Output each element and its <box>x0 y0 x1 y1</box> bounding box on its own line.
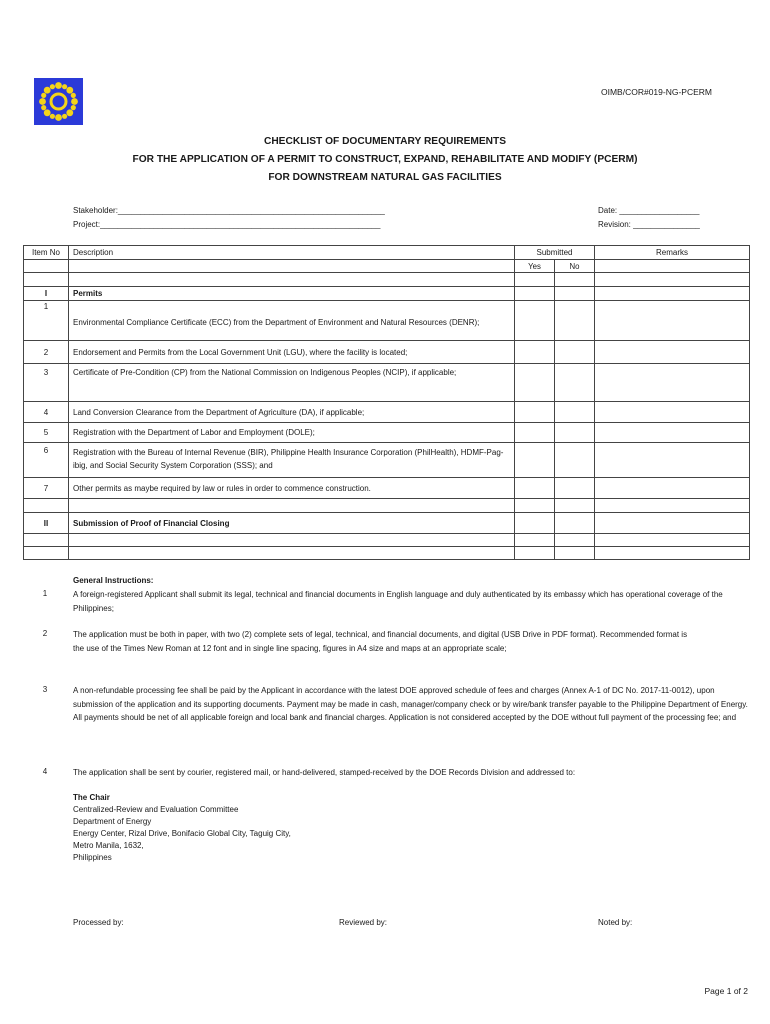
table-row <box>24 478 750 499</box>
table-spacer-row <box>24 499 750 513</box>
table-row <box>24 364 750 402</box>
yes-checkbox[interactable] <box>515 301 555 341</box>
section-label: Permits <box>69 287 515 301</box>
section-row-permits <box>24 287 750 301</box>
address-line: Energy Center, Rizal Drive, Bonifacio Global City, Taguig City, <box>73 829 291 838</box>
doe-logo <box>34 78 83 125</box>
instruction-text: A foreign-registered Applicant shall submit its legal, technical and financial documents in English language and duly authenticated by its embassy which has operational coverage of the Philippines; <box>73 590 723 613</box>
section-row-financial-closing <box>24 513 750 534</box>
no-checkbox[interactable] <box>555 423 595 443</box>
remarks-cell[interactable] <box>595 402 750 423</box>
instruction-number: 3 <box>42 685 48 694</box>
item-description: Certificate of Pre-Condition (CP) from the National Commission on Indigenous Peoples (NCIP), if applicable; <box>69 364 515 402</box>
instruction-number: 4 <box>42 767 48 776</box>
section-label: Submission of Proof of Financial Closing <box>69 513 515 534</box>
item-number: 7 <box>24 478 69 499</box>
remarks-cell[interactable] <box>595 513 750 534</box>
instructions-heading: General Instructions: <box>73 576 154 585</box>
item-description: Registration with the Department of Labor and Employment (DOLE); <box>69 423 515 443</box>
document-title <box>0 133 770 187</box>
item-number: 1 <box>24 301 69 341</box>
reviewed-by-label: Reviewed by: <box>339 918 388 927</box>
no-checkbox[interactable] <box>555 402 595 423</box>
no-checkbox[interactable] <box>555 364 595 402</box>
item-description: Other permits as maybe required by law or rules in order to commence construction. <box>69 478 515 499</box>
yes-checkbox[interactable] <box>515 402 555 423</box>
header-no: No <box>555 260 595 273</box>
mailing-address <box>73 792 291 864</box>
address-line: Metro Manila, 1632, <box>73 841 144 850</box>
header-description: Description <box>69 246 515 260</box>
remarks-cell[interactable] <box>595 478 750 499</box>
remarks-cell[interactable] <box>595 443 750 478</box>
doe-sun-logo-icon <box>34 78 83 125</box>
item-description: Endorsement and Permits from the Local Government Unit (LGU), where the facility is located; <box>69 341 515 364</box>
address-recipient: The Chair <box>73 793 110 802</box>
table-row <box>24 301 750 341</box>
project-field[interactable]: Project:_______________________________________________________________ <box>73 220 381 229</box>
address-line: Centralized-Review and Evaluation Committee <box>73 805 239 814</box>
yes-checkbox[interactable] <box>515 341 555 364</box>
revision-field[interactable]: Revision: _______________ <box>598 220 700 229</box>
yes-checkbox[interactable] <box>515 423 555 443</box>
table-spacer-row <box>24 534 750 547</box>
table-row <box>24 402 750 423</box>
date-field[interactable]: Date: __________________ <box>598 206 700 215</box>
address-line: Philippines <box>73 853 112 862</box>
no-checkbox[interactable] <box>555 301 595 341</box>
noted-by-label: Noted by: <box>598 918 633 927</box>
requirements-table <box>23 245 750 560</box>
blank-cell <box>69 260 515 273</box>
header-item-no: Item No <box>24 246 69 260</box>
remarks-cell[interactable] <box>595 364 750 402</box>
instruction-number: 1 <box>42 589 48 598</box>
remarks-cell[interactable] <box>595 301 750 341</box>
instruction-text: A non-refundable processing fee shall be paid by the Applicant in accordance with the latest DOE approved schedule of fees and charges (Annex A-1 of DC No. 2017-11-0012), upon submission of the application and its supporting documents. Payment may be made in cash, manager/company check or by wire/bank transfer payable to the Philippine Department of Energy. All payments should be net of all applicable foreign and local bank and financial charges. Application is not considered accepted by the DOE without full payment of the processing fee; and <box>73 686 748 722</box>
item-number: 4 <box>24 402 69 423</box>
yes-checkbox[interactable] <box>515 478 555 499</box>
document-code: OIMB/COR#019-NG-PCERM <box>601 87 712 97</box>
instruction-text: The application shall be sent by courier, registered mail, or hand-delivered, stamped-received by the DOE Records Division and addressed to: <box>73 768 576 777</box>
remarks-cell[interactable] <box>595 341 750 364</box>
yes-checkbox[interactable] <box>515 364 555 402</box>
blank-cell <box>24 260 69 273</box>
no-checkbox[interactable] <box>555 478 595 499</box>
item-description: Land Conversion Clearance from the Department of Agriculture (DA), if applicable; <box>69 402 515 423</box>
section-number: I <box>24 287 69 301</box>
processed-by-label: Processed by: <box>73 918 124 927</box>
item-description: Registration with the Bureau of Internal Revenue (BIR), Philippine Health Insurance Corporation (PhilHealth), HDMF-Pag-ibig, and Social Security System Corporation (SSS); and <box>69 443 515 478</box>
remarks-cell[interactable] <box>595 423 750 443</box>
table-subheader-row <box>24 260 750 273</box>
table-header-row <box>24 246 750 260</box>
no-checkbox[interactable] <box>555 341 595 364</box>
yes-checkbox[interactable] <box>515 513 555 534</box>
item-number: 5 <box>24 423 69 443</box>
header-remarks: Remarks <box>595 246 750 260</box>
blank-cell <box>595 260 750 273</box>
page-number: Page 1 of 2 <box>704 986 748 996</box>
item-number: 2 <box>24 341 69 364</box>
table-row <box>24 341 750 364</box>
title-line-3: FOR DOWNSTREAM NATURAL GAS FACILITIES <box>268 172 502 183</box>
instruction-text: The application must be both in paper, with two (2) complete sets of legal, technical, and financial documents, and digital (USB Drive in PDF format). Recommended format is the use of the Times New Roman at 12 font and in single line spacing, figures in A4 size and maps at an appropriate scale; <box>73 630 688 653</box>
item-number: 3 <box>24 364 69 402</box>
table-row <box>24 423 750 443</box>
item-description: Environmental Compliance Certificate (ECC) from the Department of Environment and Natural Resources (DENR); <box>69 301 515 341</box>
header-yes: Yes <box>515 260 555 273</box>
section-number: II <box>24 513 69 534</box>
no-checkbox[interactable] <box>555 513 595 534</box>
table-spacer-row <box>24 547 750 560</box>
item-number: 6 <box>24 443 69 478</box>
table-spacer-row <box>24 273 750 287</box>
instruction-number: 2 <box>42 629 48 638</box>
title-line-1: CHECKLIST OF DOCUMENTARY REQUIREMENTS <box>263 136 507 147</box>
address-line: Department of Energy <box>73 817 152 826</box>
title-line-2: FOR THE APPLICATION OF A PERMIT TO CONSTRUCT, EXPAND, REHABILITATE AND MODIFY (PCERM) <box>132 154 638 165</box>
table-row <box>24 443 750 478</box>
header-submitted: Submitted <box>515 246 595 260</box>
no-checkbox[interactable] <box>555 443 595 478</box>
yes-checkbox[interactable] <box>515 443 555 478</box>
stakeholder-field[interactable]: Stakeholder:____________________________________________________________ <box>73 206 385 215</box>
